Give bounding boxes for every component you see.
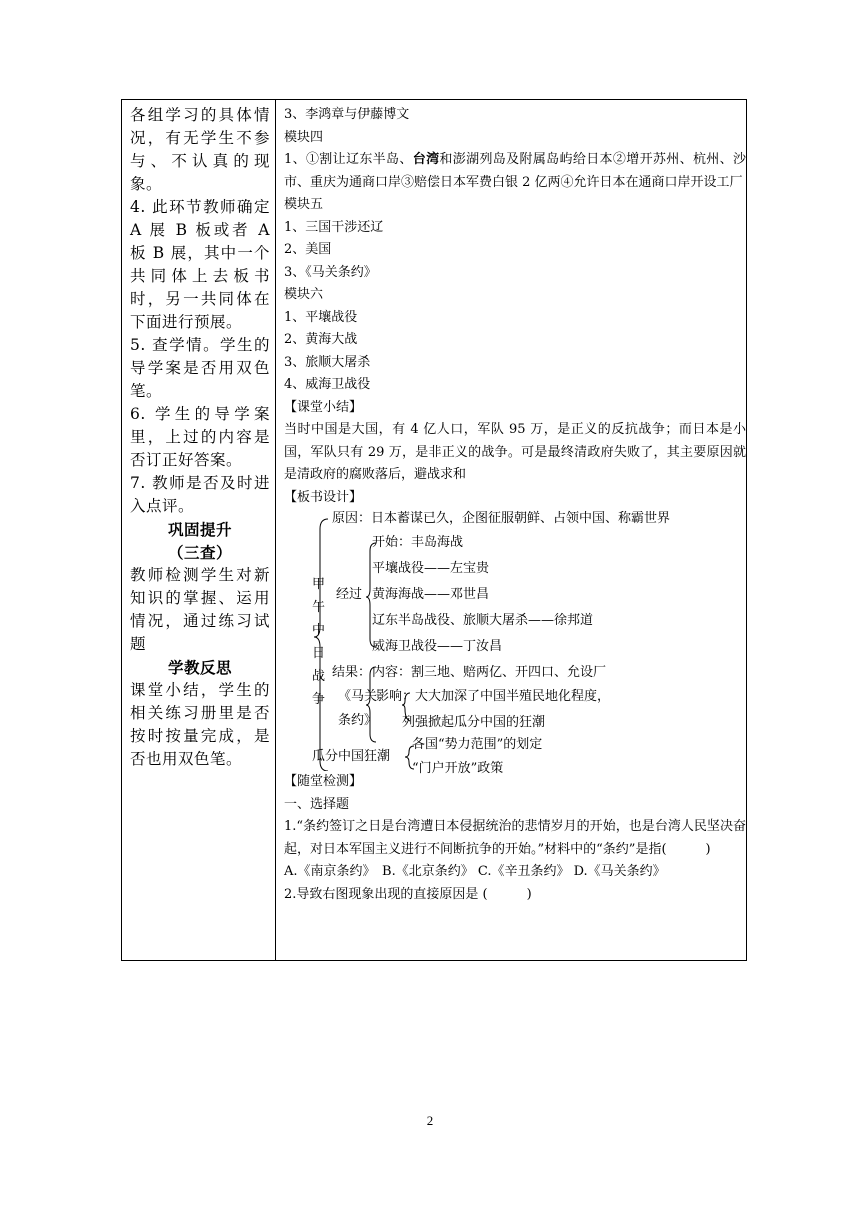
note-paragraph: 5. 查学情。学生的导学案是否用双色笔。 (130, 336, 270, 400)
vertical-char: 午 (312, 600, 326, 615)
test-section (284, 771, 746, 906)
note-paragraph: 6. 学生的导学案里，上过的内容是否订正好答案。 (130, 405, 270, 469)
section-title: 【随堂检测】 (284, 774, 363, 789)
vertical-char: 争 (312, 692, 326, 707)
content-line: 2、美国 (284, 242, 332, 257)
vertical-char: 中 (312, 623, 326, 638)
content-line: 3、《马关条约》 (284, 264, 377, 280)
content-line: 2、黄海大战 (284, 332, 358, 347)
board-process-item: 辽东半岛战役、旅顺大屠杀——徐邦道 (372, 613, 594, 628)
content-text: 和澎湖列岛及附属岛屿给日本②增开苏州、杭州、沙市、重庆为通商口岸③赔偿日本军费白银 2 亿两④允许日本在通商口岸开设工厂 (284, 152, 746, 190)
section-heading: 巩固提升 (167, 520, 232, 539)
content-line: 1、三国干涉还辽 (284, 219, 384, 235)
content-text: 1、①割让辽东半岛、 (284, 152, 413, 167)
teacher-notes-column (130, 104, 270, 771)
note-paragraph: 课堂小结，学生的相关练习册里是否按时按量完成，是否也用双色笔。 (130, 681, 270, 768)
vertical-title (312, 573, 325, 711)
board-influence: 影响：大大加深了中国半殖民地化程度， (376, 689, 611, 704)
module-heading: 模块四 (284, 129, 324, 145)
board-influence-2: 列强掀起瓜分中国的狂潮 (402, 715, 546, 730)
module-heading: 模块六 (284, 287, 324, 302)
content-line: 4、威海卫战役 (284, 377, 371, 392)
column-divider (275, 99, 276, 961)
content-line: 3、旅顺大屠杀 (284, 354, 371, 370)
vertical-char: 战 (312, 669, 326, 684)
content-line: 一、选择题 (284, 796, 350, 812)
vertical-char: 甲 (312, 577, 326, 592)
note-paragraph: 教师检测学生对新知识的掌握、运用情况，通过练习试题 (130, 566, 270, 653)
content-line: 3、李鸿章与伊藤博文 (284, 107, 410, 122)
content-paragraph (284, 149, 746, 194)
board-process-item: 平壤战役——左宝贵 (372, 561, 490, 576)
summary-paragraph: 当时中国是大国，有 4 亿人口，军队 95 万，是正义的反抗战争；而日本是小国，军队只有 29 万，是非正义的战争。可是最终清政府失败了，其主要原因就是清政府的腐败落后，避战求和 (284, 422, 746, 482)
board-process-item: 威海卫战役——丁汝昌 (372, 639, 503, 654)
page-number: 2 (426, 1113, 434, 1128)
section-heading: 学教反思 (167, 658, 232, 677)
question: 2.导致右图现象出现的直接原因是 ( ) (284, 886, 532, 902)
board-content: 内容：割三地、赔两亿、开四口、允设厂 (372, 665, 607, 680)
board-partition-label: 瓜分中国狂潮 (312, 749, 391, 764)
module-heading: 模块五 (284, 197, 324, 212)
lesson-content-column (284, 104, 746, 906)
board-cause: 原因：日本蓄谋已久，企图征服朝鲜、占领中国、称霸世界 (332, 511, 671, 526)
vertical-char: 日 (312, 646, 326, 661)
board-design-diagram (284, 509, 746, 776)
board-process-label: 经过 (336, 587, 363, 602)
board-process-item: 黄海海战——邓世昌 (372, 587, 490, 602)
note-paragraph: 7. 教师是否及时进入点评。 (130, 474, 270, 515)
board-treaty-label: 《马关 (338, 689, 378, 704)
section-title: 【板书设计】 (284, 489, 363, 505)
board-partition-item: 各国“势力范围”的划定 (412, 737, 543, 752)
question: 1.“条约签订之日是台湾遭日本侵据统治的悲情岁月的开始，也是台湾人民坚决奋起，对日本军国主义进行不间断抗争的开始。”材料中的“条约”是指( ) (284, 819, 746, 857)
content-line: 1、平壤战役 (284, 309, 358, 325)
board-treaty-label: 条约》 (338, 713, 378, 728)
section-subheading: （三查） (167, 543, 232, 562)
note-paragraph: 各组学习的具体情况，有无学生不参与、不认真的现象。 (130, 106, 270, 193)
board-process-item: 开始：丰岛海战 (372, 535, 464, 550)
board-result-label: 结果： (332, 665, 372, 680)
question-options: A.《南京条约》 B.《北京条约》 C.《辛丑条约》 D.《马关条约》 (284, 864, 666, 879)
note-paragraph: 4. 此环节教师确定 A 展 B 板或者 A 板 B 展，其中一个共同体上去板书时，另一共同体在下面进行预展。 (130, 198, 270, 331)
board-partition-item: “门户开放”政策 (412, 761, 504, 776)
highlight-text: 台湾 (412, 152, 440, 167)
section-title: 【课堂小结】 (284, 399, 363, 415)
